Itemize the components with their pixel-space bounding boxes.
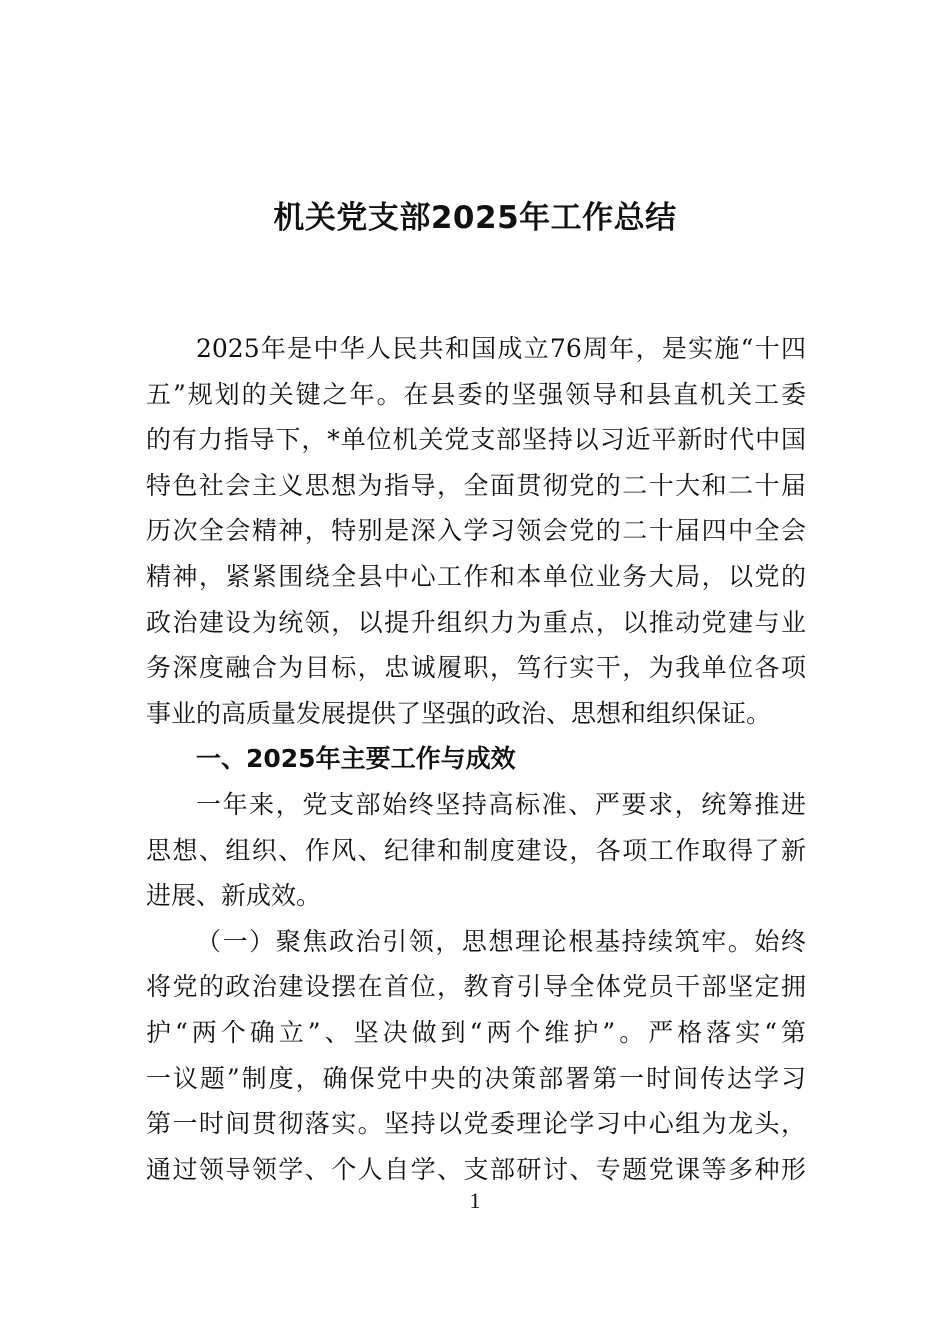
page-number: 1	[469, 1188, 481, 1213]
paragraph-line: 历次全会精神，特别是深入学习领会党的二十届四中全会	[146, 516, 806, 546]
paragraph-line: 思想、组织、作风、纪律和制度建设，各项工作取得了新	[146, 835, 806, 865]
paragraph-line: 精神，紧紧围绕全县中心工作和本单位业务大局，以党的	[146, 561, 806, 591]
paragraph-line: 五”规划的关键之年。在县委的坚强领导和县直机关工委	[146, 379, 806, 409]
paragraph-line: 政治建设为统领，以提升组织力为重点，以推动党建与业	[146, 607, 806, 637]
paragraph-line: 将党的政治建设摆在首位，教育引导全体党员干部坚定拥	[146, 972, 806, 1002]
document-title: 机关党支部2025年工作总结	[273, 200, 677, 236]
paragraph-line: 通过领导领学、个人自学、支部研讨、专题党课等多种形	[146, 1154, 806, 1184]
paragraph-line: 2025年是中华人民共和国成立76周年，是实施“十四	[196, 334, 806, 363]
subsection-line: （一）聚焦政治引领，思想理论根基持续筑牢。始终	[196, 926, 806, 956]
paragraph-line: 第一时间贯彻落实。坚持以党委理论学习中心组为龙头，	[146, 1109, 806, 1139]
paragraph-line: 务深度融合为目标，忠诚履职，笃行实干，为我单位各项	[146, 653, 806, 683]
paragraph-line: 事业的高质量发展提供了坚强的政治、思想和组织保证。	[146, 698, 772, 728]
paragraph-line: 的有力指导下，*单位机关党支部坚持以习近平新时代中国	[146, 425, 806, 455]
paragraph-line: 进展、新成效。	[146, 881, 322, 911]
paragraph-line: 特色社会主义思想为指导，全面贯彻党的二十大和二十届	[146, 470, 806, 500]
document-body	[146, 326, 806, 1192]
section-heading: 一、2025年主要工作与成效	[196, 744, 516, 774]
paragraph-line: 一年来，党支部始终坚持高标准、严要求，统筹推进	[196, 789, 806, 819]
paragraph-line: 护“两个确立”、坚决做到“两个维护”。严格落实“第	[146, 1017, 806, 1047]
paragraph-line: 一议题”制度，确保党中央的决策部署第一时间传达学习	[146, 1063, 806, 1093]
